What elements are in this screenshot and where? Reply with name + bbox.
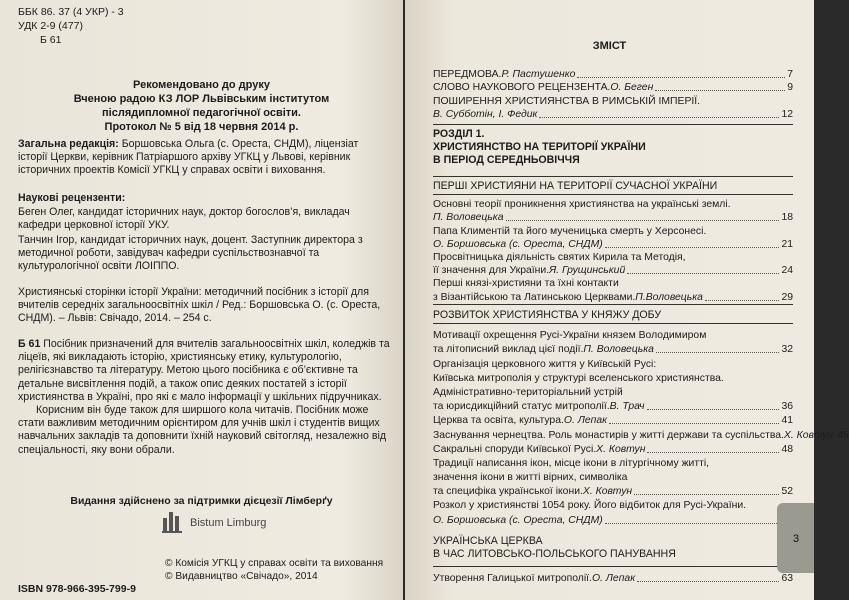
support-note: Видання здійснено за підтримки дієцезії Лімберґу	[70, 495, 333, 507]
bbk-code: ББК 86. 37 (4 УКР) - 3	[18, 6, 124, 18]
toc-entry-title: Організація церковного життя у Київській Русі:	[433, 358, 657, 370]
bistum-limburg-logo-icon	[160, 510, 186, 534]
toc-entry-author: П.Воловецька	[635, 291, 703, 303]
toc-entry-title: Просвітницька діяльність святих Кирила та Методія,	[433, 251, 686, 263]
toc-page-number: 41	[781, 415, 793, 427]
reviewer-2: Танчин Ігор, кандидат історичних наук, доцент. Заступник директора з методичної роботи, завідувач кафедри суспільствознавчої та культурологічної освіти ЛОІППО.	[18, 234, 363, 273]
toc-entry-title: ПОШИРЕННЯ ХРИСТИЯНСТВА В РИМСЬКІЙ ІМПЕРІЇ.	[433, 95, 701, 107]
toc-leader-dots	[605, 523, 780, 524]
recommend-line-4: Протокол № 5 від 18 червня 2014 р.	[104, 121, 299, 133]
toc-entry[interactable]	[433, 67, 793, 81]
toc-entry-author: О. Лепак	[563, 415, 608, 427]
toc-entry-title: значення ікони в житті вірних, символіка	[433, 472, 628, 484]
toc-entry[interactable]	[433, 572, 793, 585]
toc-entry[interactable]	[433, 290, 793, 303]
toc-entry[interactable]	[433, 456, 793, 470]
chapter3-list	[433, 572, 793, 585]
chapter2-underline	[433, 323, 793, 324]
toc-entry-title: Заснування чернецтва. Роль монастирів у житті держави та суспільства.	[433, 429, 784, 441]
toc-entry[interactable]	[433, 264, 793, 277]
toc-entry-author: О. Боршовська (с. Ореста, СНДМ)	[433, 514, 603, 526]
toc-entry[interactable]	[433, 385, 793, 399]
toc-page-number: 36	[781, 401, 793, 413]
chapter1-underline	[433, 194, 793, 195]
recommend-line-3: післядипломної педагогічної освіти.	[102, 107, 301, 119]
toc-entry-title: Розкол у християнстві 1054 року. Його відбиток для Русі-України.	[433, 500, 747, 512]
toc-leader-dots	[506, 220, 780, 221]
toc-page-number: 52	[781, 486, 793, 498]
toc-page-number: 7	[787, 68, 793, 80]
toc-entry[interactable]	[433, 238, 793, 251]
reviewers-label: Наукові рецензенти:	[18, 192, 126, 204]
chapter3-divider	[433, 566, 793, 567]
editorial-text: Боршовська Ольга (с. Ореста, СНДМ), ліцензіат історії Церкви, керівник Патріаршого архіву УГКЦ у Львові, керівник історичних проектів Комісії УГКЦ у справах освіти і виховання.	[18, 138, 359, 177]
toc-entry[interactable]	[433, 399, 793, 413]
reviewer-1: Беген Олег, кандидат історичних наук, доктор богослов’я, викладач кафедри церковної історії УКУ.	[18, 206, 350, 232]
toc-entry[interactable]	[433, 427, 849, 441]
logo-text: Bistum Limburg	[190, 517, 267, 529]
toc-entry[interactable]	[433, 498, 793, 512]
left-page	[0, 0, 403, 600]
toc-entry-title: Перші князі-християни та їхні контакти	[433, 278, 619, 290]
toc-entry[interactable]	[433, 328, 793, 342]
section-divider	[433, 124, 793, 125]
recommend-line-1: Рекомендовано до друку	[133, 79, 270, 91]
isbn: ISBN 978-966-395-799-9	[18, 583, 136, 595]
chapter3-title-line1: УКРАЇНСЬКА ЦЕРКВА	[433, 535, 543, 547]
toc-entry-title: Папа Климентій та його мученицька смерть у Херсонесі.	[433, 225, 707, 237]
toc-entry[interactable]	[433, 342, 793, 356]
page-number-tab	[777, 503, 814, 573]
toc-entry-title: Адміністративно-територіальний устрій	[433, 386, 623, 398]
section1-label: РОЗДІЛ 1.	[433, 128, 485, 140]
toc-entry-title: СЛОВО НАУКОВОГО РЕЦЕНЗЕНТА.	[433, 82, 611, 93]
chapter2-list	[433, 328, 849, 527]
toc-leader-dots	[605, 247, 780, 248]
page-number: 3	[793, 533, 800, 545]
toc-entry[interactable]	[433, 356, 793, 370]
toc-entry-title: Київська митрополія у структурі вселенського християнства.	[433, 372, 724, 384]
toc-entry[interactable]	[433, 484, 793, 498]
copyright-1: © Комісія УГКЦ у справах освіти та виховання	[165, 558, 384, 569]
annotation	[18, 338, 390, 404]
toc-entry[interactable]	[433, 277, 793, 290]
toc-entry-title: ПЕРЕДМОВА.	[433, 68, 502, 80]
toc-entry-title: Утворення Галицької митрополії.	[433, 573, 592, 584]
toc-entry[interactable]	[433, 442, 793, 456]
toc-entry[interactable]	[433, 198, 793, 211]
toc-entry-author: П. Воловецька	[433, 212, 504, 224]
toc-leader-dots	[634, 494, 779, 495]
toc-entry[interactable]	[433, 371, 793, 385]
toc-entry-author: Х. Ковтун	[783, 429, 834, 441]
toc-entry-title: Мотивації охрещення Русі-України князем Володимиром	[433, 330, 707, 342]
toc-entry-title: та літописний виклад цієї події.	[433, 344, 584, 356]
toc-page-number: 21	[781, 238, 793, 250]
toc-entry-author: Р. Пастушенко	[501, 68, 576, 80]
toc-leader-dots	[539, 117, 779, 118]
chapter2-title: РОЗВИТОК ХРИСТИЯНСТВА У КНЯЖУ ДОБУ	[433, 309, 662, 321]
section1-title-line2: В ПЕРІОД СЕРЕДНЬОВІЧЧЯ	[433, 154, 580, 166]
toc-entry-author: В. Трач	[609, 401, 645, 413]
toc-entry[interactable]	[433, 470, 793, 484]
toc-page-number: 9	[787, 82, 793, 93]
toc-entry-title: Сакральні споруди Київської Русі.	[433, 443, 597, 455]
toc-page-number: 63	[781, 573, 793, 584]
chapter2-divider	[433, 304, 793, 305]
chapter3-title-line2: В ЧАС ЛИТОВСЬКО-ПОЛЬСЬКОГО ПАНУВАННЯ	[433, 548, 676, 560]
toc-entry-author: П. Воловецька	[583, 344, 654, 356]
toc-leader-dots	[656, 352, 780, 353]
toc-entry[interactable]	[433, 512, 793, 526]
toc-heading: ЗМІСТ	[592, 40, 627, 52]
toc-leader-dots	[577, 77, 785, 78]
front-matter-list	[433, 67, 793, 121]
annotation-2: Корисним він буде також для ширшого кола читачів. Посібник може стати важливим методичним орієнтиром для учнів шкіл і студентів вищих навчальних закладів та доповнити їхній науковий світогляд, незалежно від спеціальності, яку вони обрали.	[18, 404, 387, 456]
chapter1-title: ПЕРШІ ХРИСТИЯНИ НА ТЕРИТОРІЇ СУЧАСНОЇ УКРАЇНИ	[433, 180, 718, 192]
toc-entry[interactable]	[433, 413, 793, 427]
toc-entry[interactable]	[433, 224, 793, 237]
toc-entry-author: О. Лепак	[591, 573, 636, 584]
editorial-label: Загальна редакція:	[18, 138, 119, 150]
toc-page-number: 45	[837, 429, 849, 441]
toc-entry[interactable]	[433, 251, 793, 264]
toc-entry-title: Традиції написання ікон, місце ікони в літургічному житті,	[433, 457, 710, 469]
toc-entry-title: та юрисдикційний статус митрополії.	[433, 401, 610, 413]
toc-entry-author: Х. Ковтун	[596, 443, 646, 455]
copyright-2: © Видавництво «Свічадо», 2014	[165, 571, 318, 582]
toc-entry-author: Я. Грущинський	[549, 265, 626, 277]
toc-leader-dots	[705, 300, 780, 301]
toc-entry[interactable]	[433, 108, 793, 122]
b61-code: Б 61	[18, 338, 41, 350]
toc-entry[interactable]	[433, 94, 793, 108]
toc-leader-dots	[627, 273, 779, 274]
catalog-code: Б 61	[40, 34, 62, 46]
toc-entry-author: В. Субботін, І. Федик	[433, 109, 538, 120]
toc-leader-dots	[637, 581, 779, 582]
toc-page-number: 18	[781, 212, 793, 224]
bibliographic-record: Християнські сторінки історії України: методичний посібник з історії для вчителів середніх загальноосвітніх шкіл / Ред.: Боршовська О. (с. Ореста, СНДМ). – Львів: Свічадо, 2014. – 254 с.	[18, 286, 381, 325]
toc-page-number: 12	[781, 109, 793, 120]
toc-entry-title: Основні теорії проникнення християнства на українські землі.	[433, 199, 731, 211]
toc-entry[interactable]	[433, 211, 793, 224]
udk-code: УДК 2-9 (477)	[18, 20, 83, 32]
toc-page-number: 24	[781, 265, 793, 277]
toc-entry-title: Церква та освіта, культура.	[433, 415, 564, 427]
toc-entry-title: та специфіка української ікони.	[433, 486, 583, 498]
section1-title-line1: ХРИСТИЯНСТВО НА ТЕРИТОРІЇ УКРАЇНИ	[433, 141, 646, 153]
recommend-line-2: Вченою радою КЗ ЛОР Львівським інститутом	[73, 93, 330, 105]
chapter1-list	[433, 198, 793, 304]
toc-entry-title: її значення для України.	[433, 265, 550, 277]
toc-entry[interactable]	[433, 81, 793, 95]
toc-entry-author: О. Боршовська (с. Ореста, СНДМ)	[433, 238, 603, 250]
toc-page-number: 48	[781, 443, 793, 455]
editorial-block	[18, 138, 390, 178]
chapter1-divider	[433, 176, 793, 177]
right-page	[405, 0, 849, 600]
toc-entry-author: О. Беген	[610, 82, 654, 93]
toc-entry-author: Х. Ковтун	[582, 486, 633, 498]
toc-leader-dots	[647, 409, 780, 410]
toc-page-number: 32	[781, 344, 793, 356]
toc-page-number: 29	[781, 291, 793, 303]
toc-leader-dots	[609, 423, 779, 424]
toc-leader-dots	[647, 452, 779, 453]
annotation-text: Посібник призначений для вчителів загальноосвітніх шкіл, коледжів та ліцеїв, які викладають історію, християнську етику, культурологію, релігієзнавство та літературу. Метою цього посібника є об’єктивне та детальне висвітлення подій, а також опис деяких постатей з історії християнства в Україні, про які є мало інформації у шкільних підручниках.	[18, 338, 390, 403]
toc-leader-dots	[655, 90, 785, 91]
toc-entry-title: з Візантійською та Латинською Церквами.	[433, 291, 636, 303]
